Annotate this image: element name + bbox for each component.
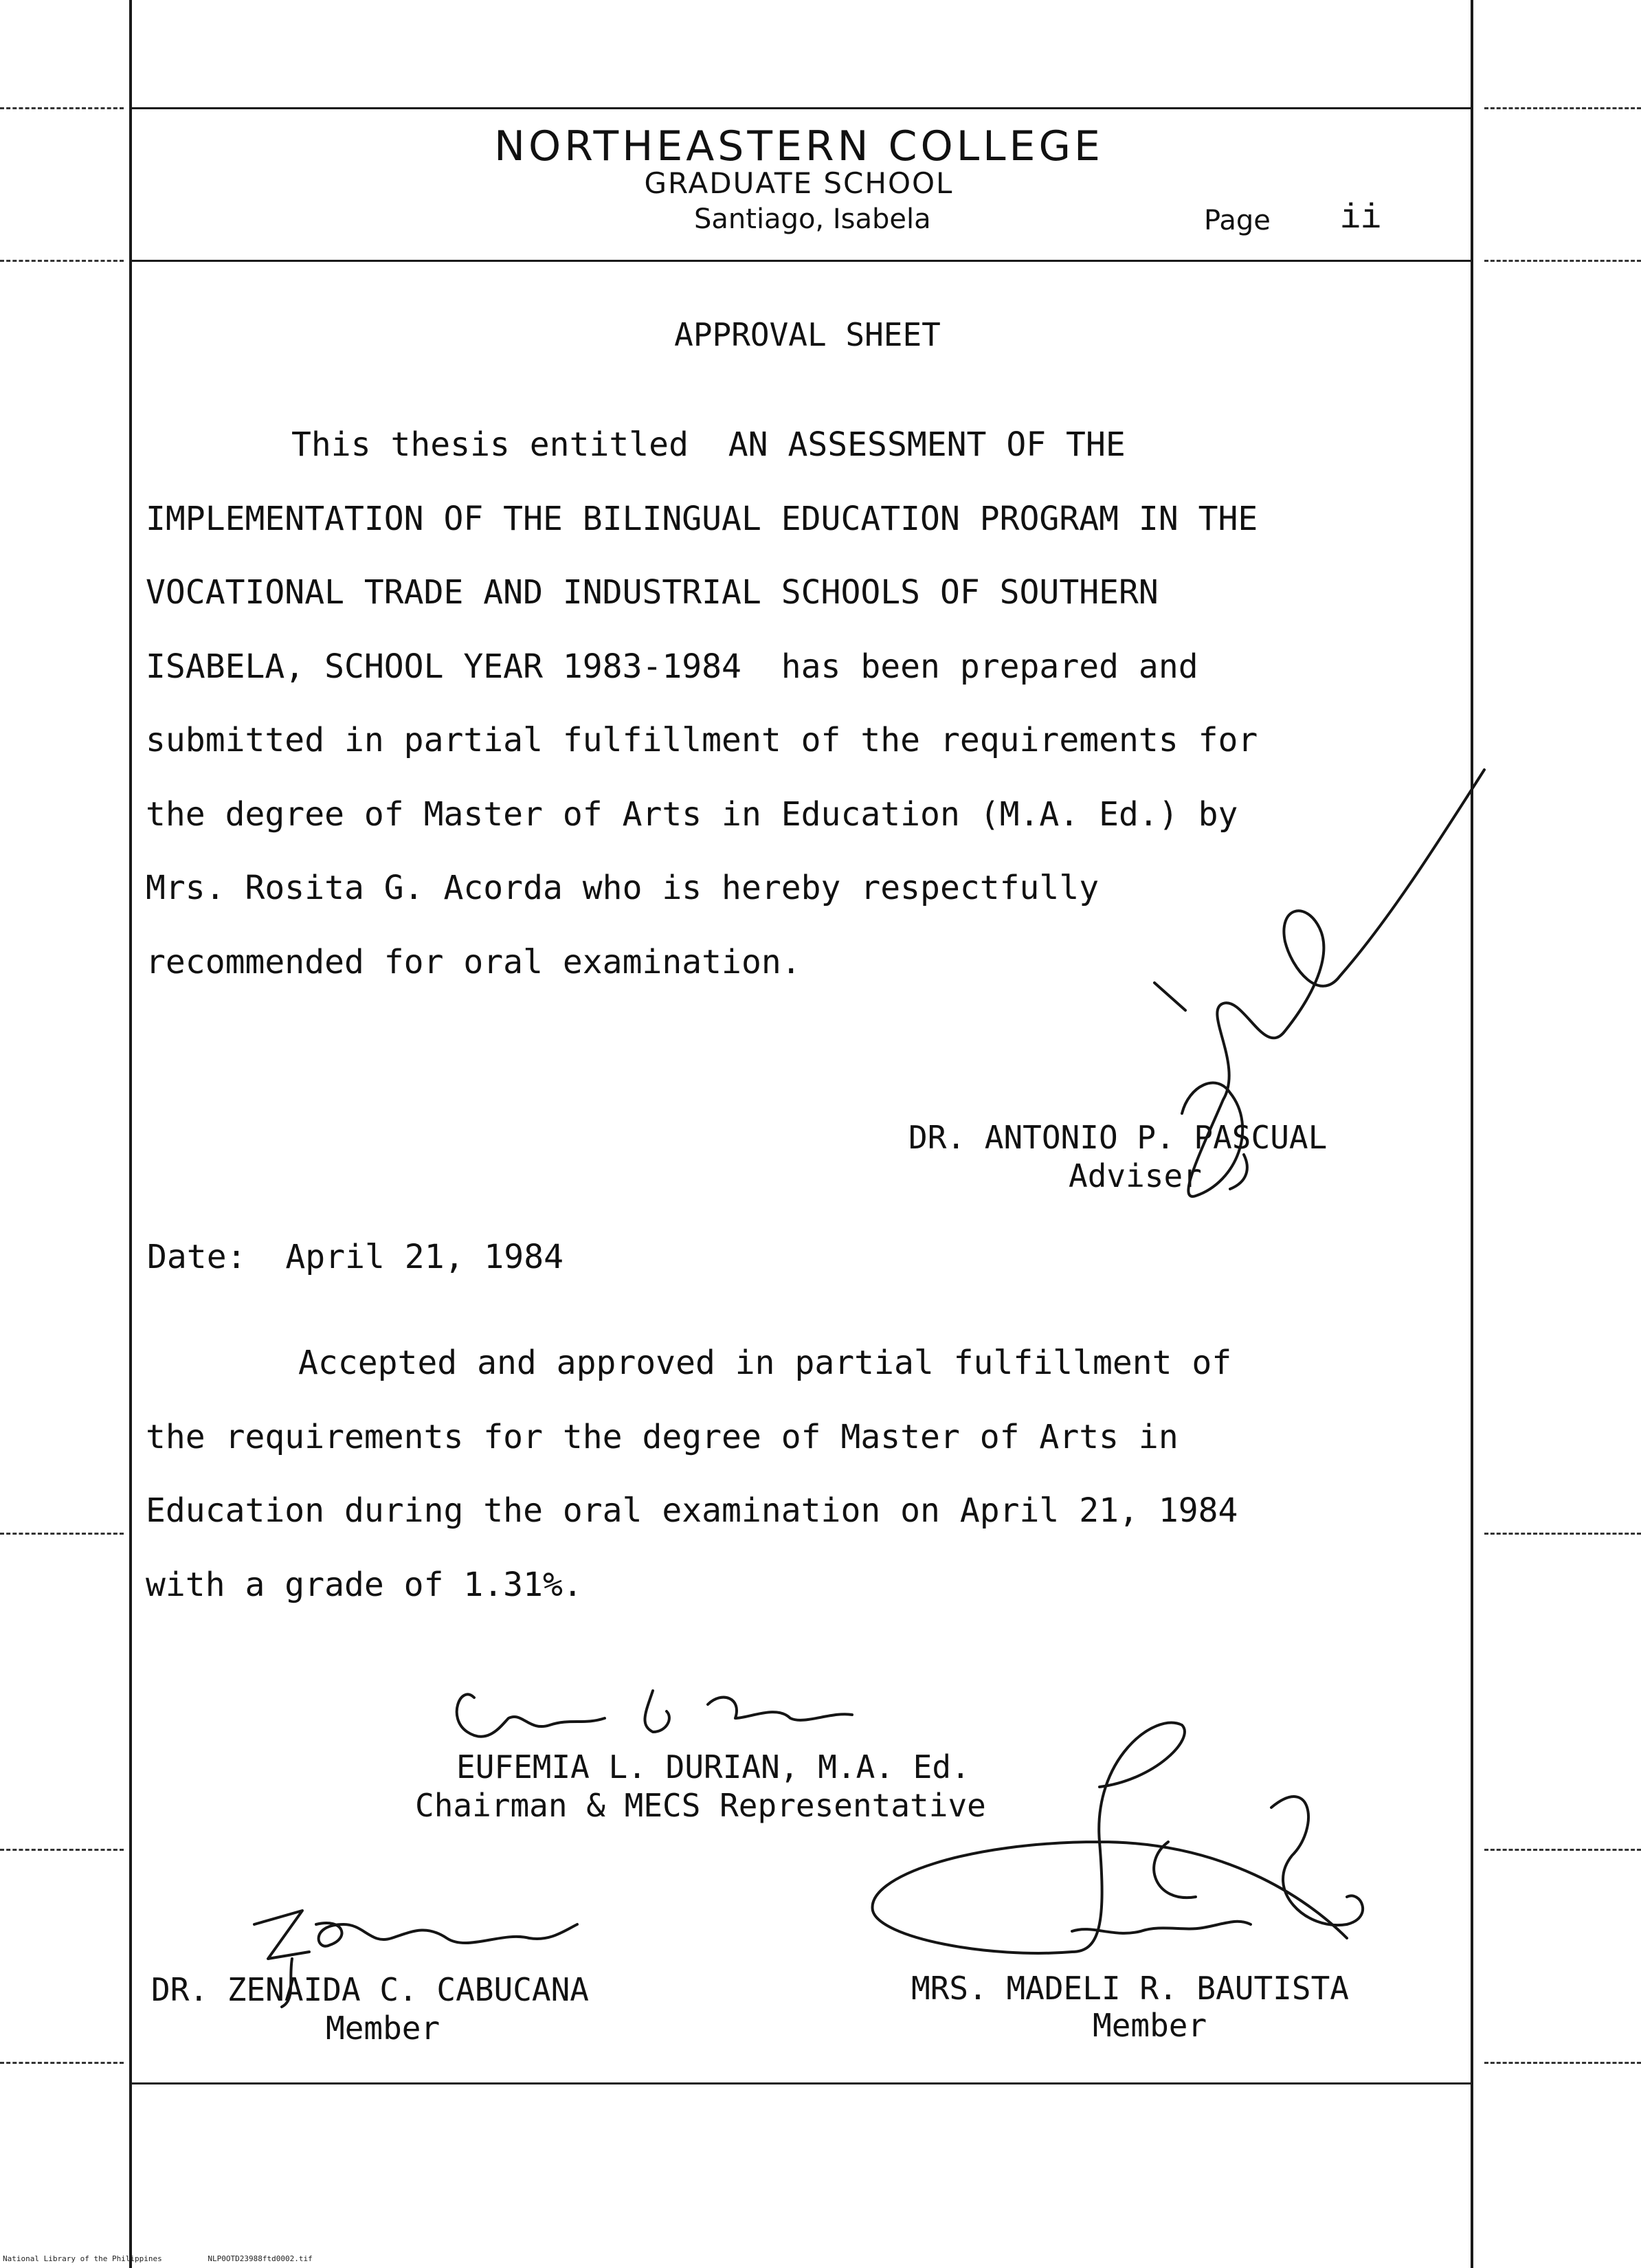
scan-footer xyxy=(3,2254,313,2263)
paragraph-line: ISABELA, SCHOOL YEAR 1983-1984 has been prepared and xyxy=(146,647,1198,686)
paragraph-line: Mrs. Rosita G. Acorda who is hereby respectfully xyxy=(146,869,1099,907)
member-right-signature xyxy=(866,1732,1361,2007)
member-right-name: MRS. MADELI R. BAUTISTA xyxy=(911,1970,1349,2007)
member-left-name: DR. ZENAIDA C. CABUCANA xyxy=(151,1971,589,2008)
date-label: Date: xyxy=(147,1238,247,1276)
department-name: GRADUATE SCHOOL xyxy=(644,166,954,200)
adviser-role: Adviser xyxy=(1069,1157,1202,1194)
institution-location: Santiago, Isabela xyxy=(694,203,931,235)
paragraph-line: the requirements for the degree of Master of Arts in xyxy=(146,1417,1179,1456)
member-left-role: Member xyxy=(326,2010,440,2047)
institution-name: NORTHEASTERN COLLEGE xyxy=(494,122,1104,170)
paragraph-line: with a grade of 1.31%. xyxy=(146,1565,583,1604)
paragraph-line: Education during the oral examination on April 21, 1984 xyxy=(146,1491,1238,1530)
adviser-signature xyxy=(1017,770,1498,1196)
page-number: ii xyxy=(1340,199,1382,238)
edge-dash xyxy=(1484,1533,1641,1535)
edge-dash xyxy=(1484,1849,1641,1851)
paragraph-line: IMPLEMENTATION OF THE BILINGUAL EDUCATION PROGRAM IN THE xyxy=(146,499,1258,538)
adviser-name: DR. ANTONIO P. PASCUAL xyxy=(908,1119,1328,1156)
paragraph-line: the degree of Master of Arts in Education (M.A. Ed.) by xyxy=(146,794,1238,834)
document-title: APPROVAL SHEET xyxy=(674,316,941,353)
paragraph-line: Accepted and approved in partial fulfillment of xyxy=(298,1344,1232,1382)
edge-dash xyxy=(0,2062,124,2064)
header-bottom-rule xyxy=(129,260,1473,262)
paragraph-line: VOCATIONAL TRADE AND INDUSTRIAL SCHOOLS OF SOUTHERN xyxy=(146,573,1159,612)
library-credit: National Library of the Philippines xyxy=(3,2254,162,2263)
page-label: Page xyxy=(1204,205,1271,236)
header-top-rule xyxy=(129,107,1473,109)
edge-dash xyxy=(1484,2062,1641,2064)
paragraph-line: This thesis entitled AN ASSESSMENT OF THE xyxy=(291,425,1126,464)
date-line xyxy=(147,1221,563,1295)
acceptance-paragraph xyxy=(146,1326,1238,1622)
paragraph-line: submitted in partial fulfillment of the requirements for xyxy=(146,721,1258,759)
date-value: April 21, 1984 xyxy=(285,1238,563,1276)
edge-dash xyxy=(0,107,124,109)
file-id: NLP0OTD23988ftd0002.tif xyxy=(208,2254,313,2263)
footer-rule xyxy=(129,2082,1473,2084)
edge-dash xyxy=(0,1533,124,1535)
edge-dash xyxy=(1484,260,1641,262)
chairman-role: Chairman & MECS Representative xyxy=(415,1787,986,1824)
member-right-role: Member xyxy=(1093,2007,1207,2044)
edge-dash xyxy=(0,260,124,262)
paragraph-line: recommended for oral examination. xyxy=(146,942,801,981)
edge-dash xyxy=(1484,107,1641,109)
edge-dash xyxy=(0,1849,124,1851)
chairman-name: EUFEMIA L. DURIAN, M.A. Ed. xyxy=(456,1748,970,1786)
